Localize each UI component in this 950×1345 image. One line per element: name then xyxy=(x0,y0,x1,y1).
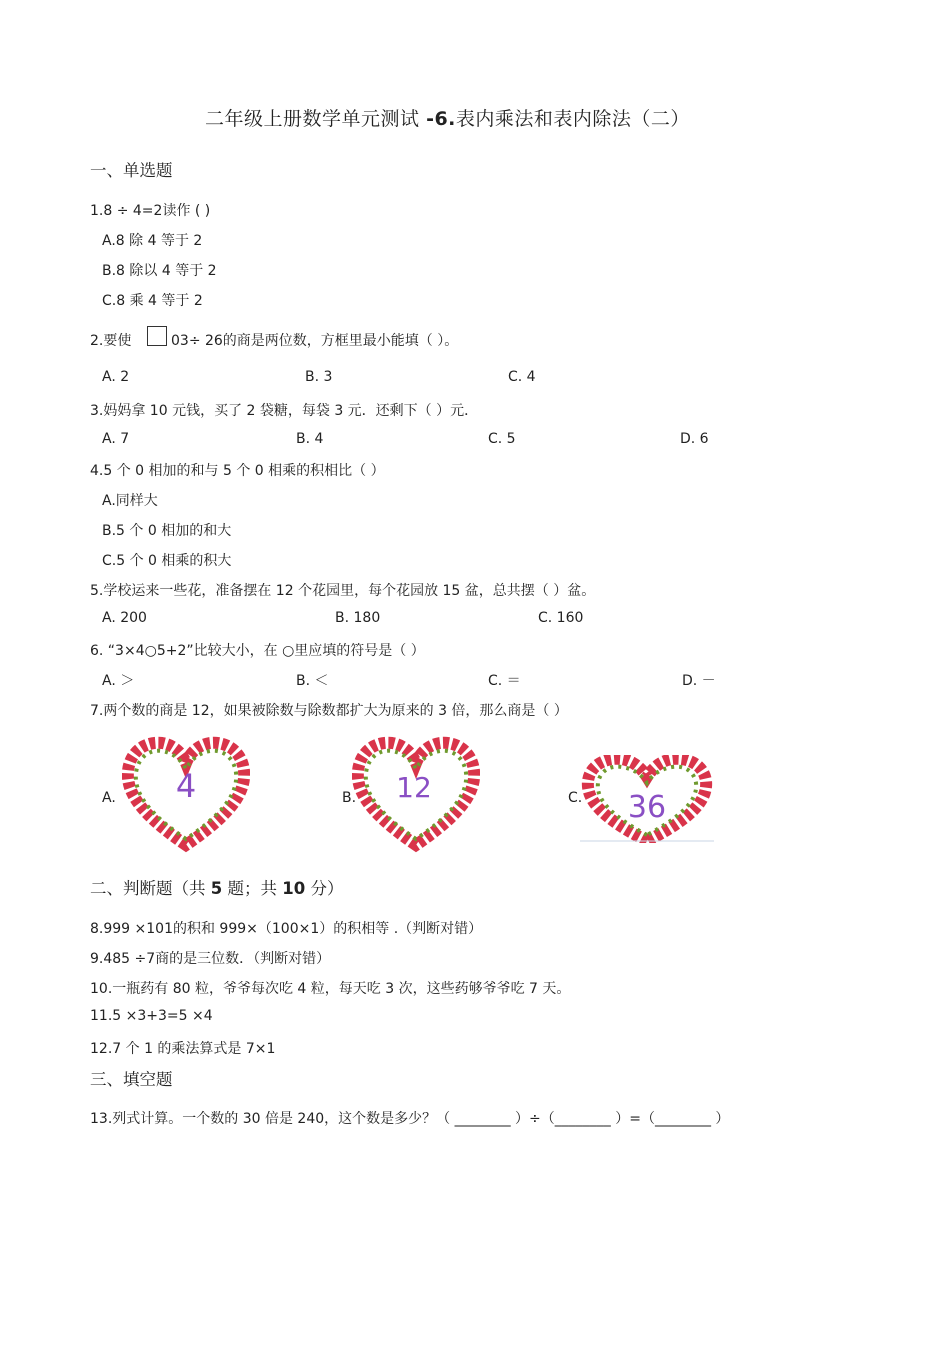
section2-score: 10 xyxy=(282,879,306,898)
q1-option-c[interactable]: C.8 乘 4 等于 2 xyxy=(102,293,203,309)
page-title xyxy=(205,104,690,131)
heart-number-a: 4 xyxy=(175,767,197,805)
q1-option-a[interactable]: A.8 除 4 等于 2 xyxy=(102,233,203,249)
section-true-false xyxy=(90,875,343,899)
heart-wreath-image-a[interactable] xyxy=(122,735,250,853)
q4-option-b[interactable]: B.5 个 0 相加的和大 xyxy=(102,523,232,539)
question-4: 4.5 个 0 相加的和与 5 个 0 相乘的积相比（ ） xyxy=(90,463,385,479)
q5-option-a[interactable]: A. 200 xyxy=(102,610,147,626)
question-11: 11.5 ×3+3=5 ×4 xyxy=(90,1008,213,1024)
section-single-choice: 一、单选题 xyxy=(90,161,173,180)
section2-count: 5 xyxy=(210,879,223,898)
q2-option-b[interactable]: B. 3 xyxy=(305,369,333,385)
question-10: 10.一瓶药有 80 粒，爷爷每次吃 4 粒，每天吃 3 次，这些药够爷爷吃 7 天。 xyxy=(90,981,571,997)
q7-option-b-label[interactable]: B. xyxy=(342,790,357,806)
q4-option-c[interactable]: C.5 个 0 相乘的积大 xyxy=(102,553,232,569)
question-1: 1.8 ÷ 4=2读作 ( ) xyxy=(90,203,211,219)
q3-option-d[interactable]: D. 6 xyxy=(680,431,709,447)
q6-option-d[interactable]: D. － xyxy=(682,673,716,689)
q2-option-c[interactable]: C. 4 xyxy=(508,369,536,385)
q7-option-c-label[interactable]: C. xyxy=(568,790,583,806)
question-12: 12.7 个 1 的乘法算式是 7×1 xyxy=(90,1041,276,1057)
heart-wreath-image-b[interactable] xyxy=(352,735,480,853)
q5-option-c[interactable]: C. 160 xyxy=(538,610,584,626)
q6-option-b[interactable]: B. ＜ xyxy=(296,673,329,689)
q7-option-a-label[interactable]: A. xyxy=(102,790,116,806)
blank-box xyxy=(147,326,167,346)
section-fill-blank: 三、填空题 xyxy=(90,1070,173,1089)
question-2-prefix: 2.要使 xyxy=(90,333,132,349)
q5-option-b[interactable]: B. 180 xyxy=(335,610,381,626)
q3-option-c[interactable]: C. 5 xyxy=(488,431,516,447)
q1-option-b[interactable]: B.8 除以 4 等于 2 xyxy=(102,263,217,279)
heart-wreath-image-c[interactable] xyxy=(580,755,714,843)
title-text: 二年级上册数学单元测试 xyxy=(205,108,420,130)
question-9: 9.485 ÷7商的是三位数．（判断对错） xyxy=(90,951,331,967)
q3-option-a[interactable]: A. 7 xyxy=(102,431,130,447)
heart-number-b: 12 xyxy=(396,771,432,804)
q4-option-a[interactable]: A.同样大 xyxy=(102,493,158,509)
title-suffix: 表内乘法和表内除法（二） xyxy=(455,108,690,130)
heart-number-c: 36 xyxy=(627,790,667,825)
question-5: 5.学校运来一些花，准备摆在 12 个花园里，每个花园放 15 盆，总共摆（ ）盆。 xyxy=(90,583,596,599)
question-3: 3.妈妈拿 10 元钱，买了 2 袋糖，每袋 3 元．还剩下（ ）元． xyxy=(90,403,479,419)
title-bold: -6. xyxy=(426,108,456,130)
section2-post: 分） xyxy=(310,879,344,898)
question-2: 03÷ 26的商是两位数，方框里最小能填（ ）。 xyxy=(171,333,459,349)
question-8: 8.999 ×101的积和 999×（100×1）的积相等 .（判断对错） xyxy=(90,921,483,937)
q6-option-c[interactable]: C. ＝ xyxy=(488,673,521,689)
q2-option-a[interactable]: A. 2 xyxy=(102,369,130,385)
q3-option-b[interactable]: B. 4 xyxy=(296,431,324,447)
question-7: 7.两个数的商是 12，如果被除数与除数都扩大为原来的 3 倍，那么商是（ ） xyxy=(90,703,568,719)
q6-option-a[interactable]: A. ＞ xyxy=(102,673,135,689)
section2-mid: 题；共 xyxy=(227,879,277,898)
question-6: 6. “3×4○5+2”比较大小，在 ○里应填的符号是（ ） xyxy=(90,643,425,659)
question-13: 13.列式计算。一个数的 30 倍是 240，这个数是多少？（ ________ ）÷（________ ）=（________ ） xyxy=(90,1111,730,1127)
section2-pre: 二、判断题（共 xyxy=(90,879,206,898)
